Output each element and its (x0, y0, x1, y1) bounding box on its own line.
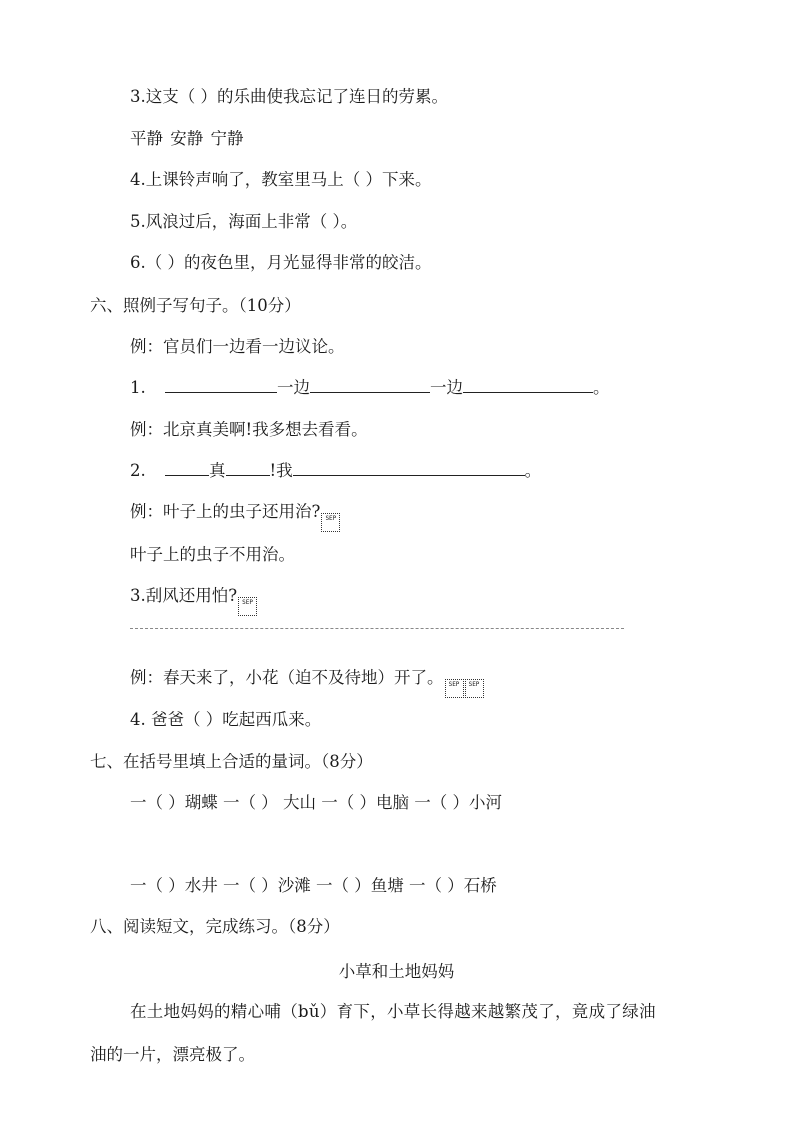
sentence-1 (130, 376, 610, 400)
example-1: 例：官员们一边看一边议论。 (130, 337, 345, 356)
sentence-2-word1: 真 (209, 461, 226, 480)
line-item6: 6.（ ）的夜色里，月光显得非常的皎洁。 (130, 253, 432, 272)
sentence-1-number: 1. (130, 378, 146, 397)
blank-2c[interactable] (293, 459, 525, 476)
blank-1b[interactable] (310, 376, 430, 393)
passage-title: 小草和土地妈妈 (338, 962, 455, 981)
sentence-3-text: 3.刮风还用怕? (130, 586, 238, 605)
sentence-3 (130, 584, 257, 616)
example-3 (130, 500, 340, 532)
sentence-4: 4. 爸爸（ ）吃起西瓜来。 (130, 710, 322, 729)
passage-line-2: 油的一片，漂亮极了。 (90, 1045, 255, 1064)
passage-line-1: 在土地妈妈的精心哺（bǔ）育下，小草长得越来越繁茂了，竟成了绿油 (130, 1002, 656, 1021)
sep-icon: SEP (321, 513, 340, 532)
sentence-1-end: 。 (593, 378, 610, 397)
blank-1c[interactable] (463, 376, 593, 393)
blank-2a[interactable] (165, 459, 209, 476)
word-choices: 平静 安静 宁静 (130, 129, 244, 148)
example-3-answer: 叶子上的虫子不用治。 (130, 545, 295, 564)
measure-word-row-2: 一（ ）水井 一（ ）沙滩 一（ ）鱼塘 一（ ）石桥 (130, 876, 497, 895)
line-item4: 4.上课铃声响了，教室里马上（ ）下来。 (130, 170, 432, 189)
section-six-heading: 六、照例子写句子。（10分） (90, 296, 301, 315)
section-eight-heading: 八、阅读短文，完成练习。（8分） (90, 917, 340, 936)
line-item3: 3.这支（ ）的乐曲使我忘记了连日的劳累。 (130, 87, 448, 106)
sentence-1-word1: 一边 (277, 378, 310, 397)
sentence-2 (130, 459, 541, 483)
sentence-1-word2: 一边 (430, 378, 463, 397)
example-4-text: 例：春天来了，小花（迫不及待地）开了。 (130, 668, 444, 687)
sentence-2-word2: !我 (269, 461, 293, 480)
sep-icon: SEP (238, 597, 257, 616)
line-item5: 5.风浪过后，海面上非常（ ）。 (130, 212, 358, 231)
measure-word-row-1: 一（ ）瑚蝶 一（ ） 大山 一（ ）电脑 一（ ）小河 (130, 793, 502, 812)
sep-icon: SEP (445, 679, 464, 698)
sentence-2-end: 。 (524, 461, 542, 480)
example-3-text: 例：叶子上的虫子还用治? (130, 502, 321, 521)
sentence-2-number: 2. (130, 461, 146, 480)
example-2: 例：北京真美啊!我多想去看看。 (130, 420, 368, 439)
section-seven-heading: 七、在括号里填上合适的量词。（8分） (90, 752, 373, 771)
sep-icon: SEP (465, 679, 484, 698)
example-4 (130, 666, 484, 698)
blank-1a[interactable] (165, 376, 277, 393)
blank-2b[interactable] (226, 459, 270, 476)
answer-dashed-line[interactable] (130, 628, 624, 629)
